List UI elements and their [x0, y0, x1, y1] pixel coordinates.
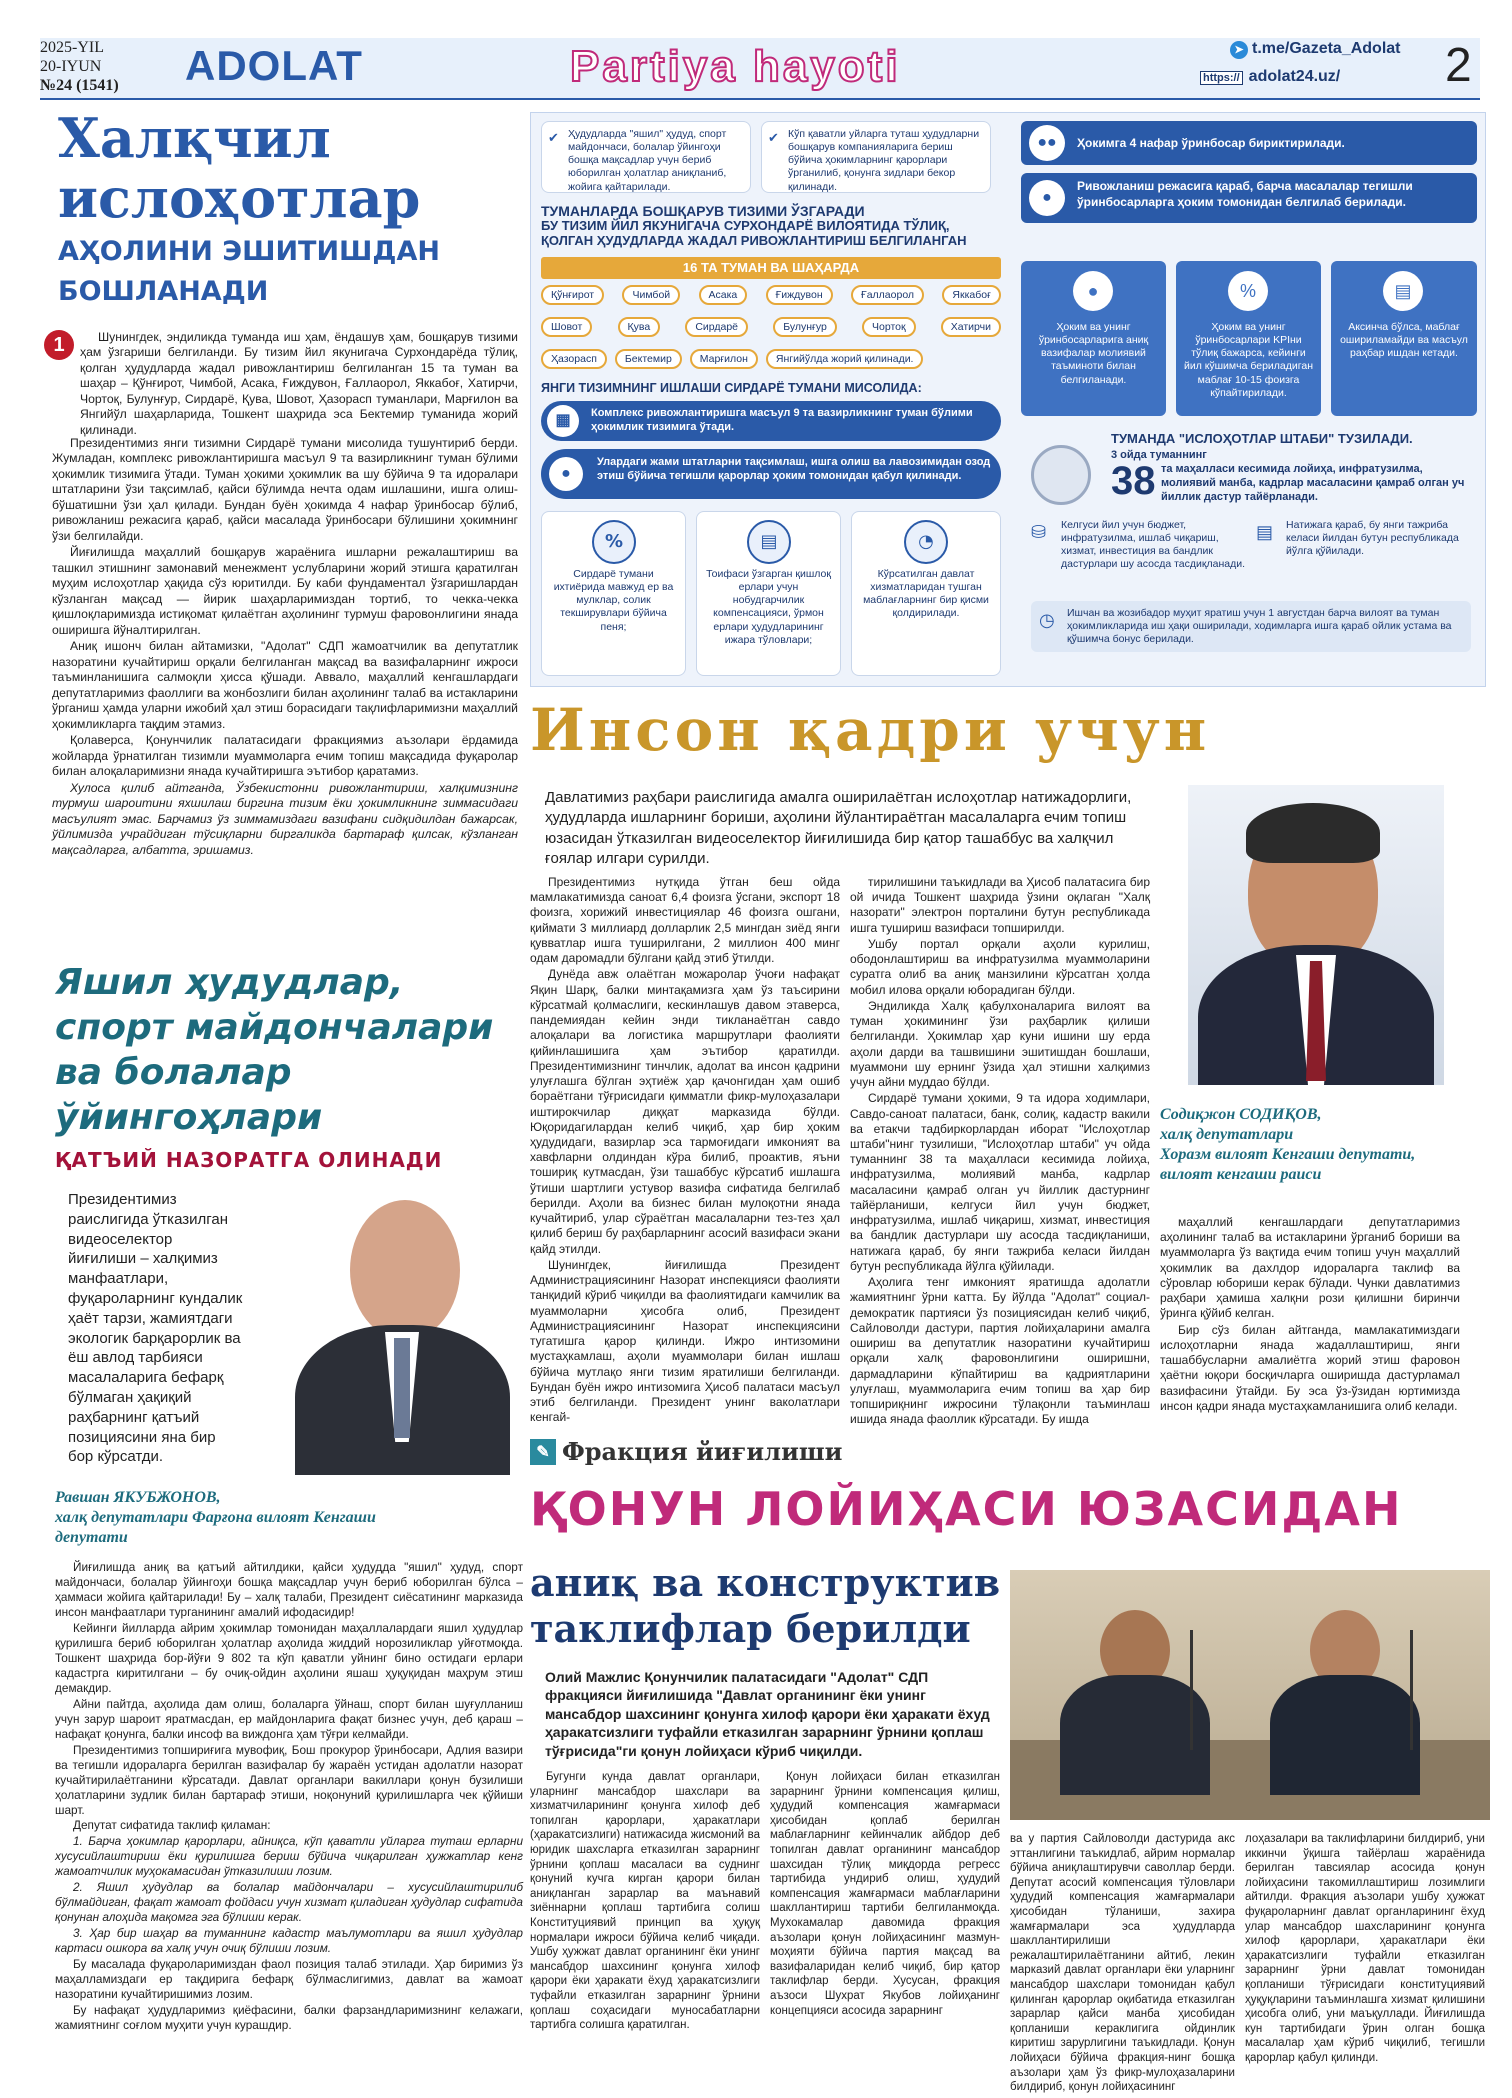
article2-lead: Давлатимиз раҳбари раислигида амалга оширилаётган ислоҳотлар натижадорлиги, ҳудудларда ишларнинг бориши, аҳолини йўлантираётган масалаларга ечим топиш юзасидан ўтказилган видеоселектор йиғилишида бир қатор ташаббус ва халқчил ғоялар илгари сурилди. [545, 789, 1132, 867]
article4-col2: Қонун лойиҳаси билан етказилган зарарнинг ўрнини компенсация қилиш, ҳудудий компенсация жамғармаси ҳисобидан қоплаб берилган маблағларнинг кейинчалик айбдор деб топилган давлат органининг мансабдор шахсидан тўлиқ миқдорда регресс тартибида ундириб олиш, ҳудудий компенсация жамғармаси маблағларини шакллантириш тартиби белгиланмоқда. Мухокамалар давомида фракция аъзолари қонун лойиҳасининг мазмун-моҳияти бўйича партия мақсад ва вазифаларидан келиб чиқиб, бир қатор таклифлар берди. Хусусан, фракция аъзоси Шухрат Якубов лойиҳанинг концепцияси асосида зарарнинг [770, 1771, 1000, 2017]
article1-body-cont: Президентимиз янги тизимни Сирдарё тумани мисолида тушунтириб берди. Жумладан, комплекс ривожлантиришга масъул 9 та вазирликнинг туман бўлими ҳокимлик тизимига ўтади. Туман ҳокими ҳокимлик ва шу бўйича 9 та идоралари штатларини ўзи тақсимлаб, қайси бўлимда нечта одам ишлашини, ишга олиш-бўшатишни ўзи ҳал қилади. Бундан буён ҳокимда 4 нафар ўринбосар бўлиб, ривожланиш режасига қараб, қайси масалада ўринбосари бўлишини ҳокимнинг ўзи белгилайди. Йиғилишда маҳаллий бошқарув жараёнига ишларни режалаштириш ва ташкил этишнинг замонавий менежмент услубларини жорий этишга қаратилган муҳим ислоҳотлар ҳақида сўз юритилди. Бу каби фундаментал ўзгаришлардан кўзланган мақсад — йирик шаҳарларимиздан тортиб, то чекка-чекка қишлоқларимизда истиқомат қилаётган аҳолининг турмуш фаровонлигини янада оширишга йўналтирилган. Аниқ ишонч билан айтамизки, "Адолат" СДП жамоатчилик ва депутатлик назоратини кучайтириш орқали белгиланган мақсад ва вазифаларнинг ижроси таъминланишига салмоқли ҳисса қўшади. Аввало, маҳаллий кенгашлардаги депутатларимиз фаоллиги ва жонбозлиги билан аҳолининг талаб ва истакларини ўрганиш ҳамда уларни ижобий ҳал этиш борасидаги тақлифларимизни маҳаллий ҳокимликларга тақдим этамиз. Қолаверса, Қонунчилик палатасидаги фракциямиз аъзолари ёрдамида жойларда ўрнатилган тизимли муаммоларга ечим топиш мақсадида фуқаролар билан алоқаларимизни янада кучайтиришга эътибор қаратамиз. Хулоса қилиб айтганда, Ўзбекистонни ривожлантириш, халқимизнинг турмуш шароитини яхшилаш биргина тизим ёки ҳокимликнинг зиммасидаги масъулият эмас. Барчамиз ўз зиммамиздаги вазифани сидқидилдан бажарсак, ўйлимизда учрайдиган тўсиқларни биргаликда бартараф қилсак, кўзланган мақсадларга, албатта, эришамиз. [52, 436, 518, 857]
hq-text: та маҳалласи кесимида лойиҳа, инфратузилма, молиявий манба, кадрлар масаласини қамраб олган уч йиллик дастур тайёрланади. [1161, 463, 1465, 503]
info-card-1: ● Ҳоким ва унинг ўринбосарларига аниқ вазифалар молиявий таъминоти билан белгиланади. [1021, 261, 1166, 416]
hq-title: ТУМАНДА "ИСЛОҲОТЛАР ШТАБИ" ТУЗИЛАДИ. [1111, 431, 1413, 446]
info-example-1: ▦ Комплекс ривожлантиришга масъул 9 та вазирликнинг туман бўлими ҳокимлик тизимига ўтади. [541, 401, 1001, 441]
masthead [40, 38, 1480, 100]
hq-item-2: ▤ Натижага қараб, бу янги тажриба келаси йилдан бутун республикада йўлга қўйилади. [1256, 519, 1459, 558]
meeting-photo [1010, 1570, 1490, 1820]
person-icon: ● [1073, 271, 1113, 311]
info-example-title: ЯНГИ ТИЗИМНИНГ ИШЛАШИ СИРДАРЁ ТУМАНИ МИСОЛИДА: [541, 381, 922, 395]
issue-info [40, 38, 119, 95]
district-pill: Ғиждувон [766, 285, 833, 305]
district-pill: Асака [699, 285, 748, 305]
article4-lead: Олий Мажлис Қонунчилик палатасидаги "Адолат" СДП фракцияси йиғилишида "Давлат органининг ёки унинг мансабдор шахсининг қонунга хилоф қарори ёки ҳаракати ёхуд ҳаракатсизлиги туфайли етказилган зарарнинг ўрнини қоплаш тўғрисида"ги қонун лойиҳаси кўриб чиқилди. [545, 1669, 990, 1759]
continuation-marker: 1 [44, 330, 74, 360]
article1-subtitle: АҲОЛИНИ ЭШИТИШДАН БОШЛАНАДИ [58, 236, 440, 307]
info-banner: 16 ТА ТУМАН ВА ШАҲАРДА [541, 257, 1001, 279]
info-right-1: ●● Ҳокимга 4 нафар ўринбосар бириктирилади. [1021, 121, 1477, 165]
article3-body: Йиғилишда аниқ ва қатъий айтилдики, қайси ҳудудда "яшил" ҳудуд, спорт майдончаси, болалар ўйингоҳи бошқа мақсадлар учун бериб юборилган бўлса – ҳаммаси жойига қайтарилади! Бу – халқ талаби, Президент сиёсатининг марказида инсон манфаатлари турганининг амалий ифодасидир! Кейинги йилларда айрим ҳокимлар томонидан маҳаллалардаги яшил ҳудудлар қурилишга бериб юборилган ҳолатлар аҳолида жиддий норозиликлар уйғотмоқда. Тошкент шаҳрида бор-йўғи 9 802 та кўп қаватли уйнинг бино остидаги ерлари кадастрга киритилгани – бу очиқ-ойдин аҳолини яшаш ҳуқуқидан маҳрум этиш демакдир. Айни пайтда, аҳолида дам олиш, болаларга ўйнаш, спорт билан шуғулланиш учун зарур шароит яратмасдан, ер майдонларига фақат бизнес учун, деб қараш – нафақат қонунга, балки инсоф ва виждонга ҳам тўғри келмайди. Президентимиз топшириғига мувофиқ, Бош прокурор ўринбосари, Адлия вазири ва тегишли идораларга берилган вазифалар бу жараён устидан адолатли назорат кучайтирилаётганини кўрсатади. Давлат органлари вакиллари қонун бузилиши ҳолатларини зудлик билан бартараф этиши, ноқонуний қурилишларга чек қўйиши шарт. Депутат сифатида таклиф қиламан: 1. Барча ҳокимлар қарорлари, айниқса, кўп қаватли уйларга туташ ерларни хусусийлаштириш ёки қурилишга бериш бўйича чиқарилган ҳужжатлар кенг жамоатчилик муҳокамасидан ўтказилиши лозим. 2. Яшил ҳудудлар ва болалар майдончалари – хусусийлаштирилиб бўлмайдиган, фақат жамоат фойдаси учун хизмат қиладиган ҳудудлар сифатида қонунан алоҳида мақомга эга бўлиши керак. 3. Ҳар бир шаҳар ва туманнинг кадастр маълумотлари ва яшил ҳудудлар картаси ошкора ва халқ учун очиқ бўлиши лозим. Бу масалада фуқароларимиздан фаол позиция талаб этилади. Ҳар биримиз ўз маҳалламиздаги ер тақдирига бефарқ бўлмаслигимиз, давлат ва жамоат назоратини кучайтиришимиз лозим. Бу нафақат ҳудудларимиз қиёфасини, балки фарзандларимизнинг келажаги, жамиятнинг соғлом муҳити учун курашдир. [55, 1560, 523, 2033]
district-pill: Шовот [541, 317, 592, 337]
article3-title: Яшил ҳудудлар, спорт майдончалари ва болалар ўйингоҳлари [55, 962, 494, 1138]
building-icon: ▦ [547, 405, 579, 437]
pie-chart-icon: ◔ [904, 520, 948, 564]
article2-col2: тирилишини таъкидлади ва Ҳисоб палатасига бир ой ичида Тошкент шаҳрида ўзини оқлаган "Халқ назорати" электрон порталини бутун республикада ишга тушириш вазифаси топширилди. Ушбу портал орқали аҳоли курилиш, ободонлаштириш ва инфратузилма муаммоларини суратга олиб ва аниқ манзилини кўрсатган ҳолда мобил илова орқали юборадиган бўлди. Эндиликда Халқ қабулхоналарига вилоят ва туман ҳокимининг ўзи раҳбарлик қилиши белгиланди. Ҳокимлар ҳар куни ишини шу ерда аҳоли дарди ва ташвишини эшитишдан бошлаши, муаммони шу ернинг ўзида ҳал этишни халқимиз учун айни муддао бўлди. Сирдарё тумани ҳокими, 9 та идора ходимлари, Савдо-саноат палатаси, банк, солиқ, кадастр вакили ва етакчи тадбиркорлардан иборат "Ислоҳотлар штаби"нинг тузилиши, "Ислоҳотлар штаби" уч ойда туманнинг 38 та маҳалласи кесимида лойиҳа, инфратузилма, молиявий манба, кадрлар масаласини қамраб олган уч йиллик дастурнинг тайёрланиши, келгуси йил учун бюджет, инфратузилма, ишлаб чиқариш, хизмат, инвестиция ва бандлик дастурлари шу асосда тасдиқланиши, натижага қараб, бу янги тажриба келаси йилдан бутун республикада йўлга қўйилади. Аҳолига тенг имконият яратишда адолатли жамиятнинг ўрни катта. Бу йўлда "Адолат" социал-демократик партияси ўз позициясидан келиб чиқиб, Сайловолди дастури, партия лойиҳаларини амалга ошириш ва депутатлик назоратини кучайтириш орқали халқ фаровонлигини оширишни, дармадларини кўпайтириш ва қадриятларини улуғлаш, муаммоларига ечим топиш ва ҳар бир топшириқнинг ижросини тўлақонли таъминлаш ишида янада фаоллик кўрсатади. Бу ишда [850, 875, 1150, 1427]
document-icon: ✎ [530, 1439, 556, 1465]
district-row-2 [541, 317, 1001, 337]
info-item-2: ▤ Тоифаси ўзгарган қишлоқ ерлари учун нобудгарчилик компенсацияси, ўрмон ерлари ҳудудларининг ижара тўловлари; [696, 511, 841, 676]
person-icon: ● [549, 457, 583, 491]
article1-body: Шунингдек, эндиликда туманда иш ҳам, ёндашув ҳам, бошқарув тизими ҳам ўзгариши белгиланди. Бу тизим йил якунигача Сурхондарёда тўлиқ, қолган ҳудудларда жадал ривожлантириш белгиланган 15 та туман ва шаҳар – Қўнғирот, Чимбой, Асака, Ғиждувон, Ғаллаорол, Яккабоғ, Хатирчи, Чортоқ, Булунғур, Сирдарё, Қува, Шовот, Ҳазорасп туманлари, Марғилон ва Янгийўл шаҳарларида, Тошкент шаҳрида эса Бектемир туманида жорий қилинади. [80, 330, 518, 437]
issue-date: 20-IYUN [40, 58, 102, 75]
hq-item-3: ◷ Ишчан ва жозибадор муҳит яратиш учун 1 августдан барча вилоят ва туман ҳокимликларида иш ҳақи оширилади, ходимларга ишга қараб ойлик устама ва қўшимча бонус берилади. [1031, 601, 1471, 652]
info-card-3: ▤ Аксинча бўлса, маблағ ошириламайди ва масъул раҳбар ишдан кетади. [1331, 261, 1477, 416]
section-title: Partiya hayoti [570, 42, 901, 91]
article2-author: Содиқжон СОДИҚОВ, халқ депутатлари Хоразм вилоят Кенгаши депутати, вилоят кенгаши раиси [1160, 1106, 1416, 1183]
coins-icon [1031, 445, 1091, 505]
telegram-link[interactable]: ➤ t.me/Gazeta_Adolat [1230, 40, 1400, 59]
author-photo-yakubjonov [280, 1190, 525, 1475]
hq-item-1: ⛁ Келгуси йил учун бюджет, инфратузилма, ишлаб чиқариш, хизмат, инвестиция ва бандлик дастурлари шу асосда тасдиқланади. [1031, 519, 1245, 571]
article1-title: Халқчил ислоҳотлар [58, 106, 421, 230]
district-pill: Ҳазорасп [541, 349, 607, 369]
article3-lead: Президентимиз раислигида ўтказилган видеоселектор йиғилиши – халқимиз манфаатлари, фуқароларнинг кундалик ҳаёт тарзи, жамиятдаги экологик барқарорлик ва ёш авлод тарбияси масалаларига бефарқ бўлмаган ҳақиқий раҳбарнинг қатъий позициясини яна бир бор кўрсатди. [68, 1191, 243, 1466]
district-pill: Ғаллаорол [851, 285, 924, 305]
check-icon: ✔ [768, 130, 779, 145]
article4-title: ҚОНУН ЛОЙИҲАСИ ЮЗАСИДАН [530, 1482, 1403, 1536]
info-item-1: % Сирдарё тумани ихтиёрида мавжуд ер ва мулклар, солик текширувлари бўйича пеня; [541, 511, 686, 676]
district-pill: Чимбой [622, 285, 680, 305]
hq-number: 38 [1111, 459, 1156, 503]
issue-number: №24 (1541) [40, 77, 119, 94]
author-photo-sodiqov [1188, 785, 1444, 1085]
district-pill: Чортоқ [862, 317, 916, 337]
info-main-title: ТУМАНЛАРДА БОШҚАРУВ ТИЗИМИ ЎЗГАРАДИ БУ ТИЗИМ ЙИЛ ЯКУНИГАЧА СУРХОНДАРЁ ВИЛОЯТИДА ТЎЛИҚ, ҚОЛГАН ҲУДУДЛАРДА ЖАДАЛ РИВОЖЛАНТИРИШ БЕЛГИЛАНГАН [541, 203, 967, 248]
check-icon: ✔ [548, 130, 559, 145]
district-pill: Хатирчи [941, 317, 1001, 337]
article4-kicker: ✎ Фракция йиғилиши [530, 1435, 1030, 1466]
clock-icon: ◷ [1039, 610, 1055, 630]
document-icon: ▤ [1383, 271, 1423, 311]
newspaper-logo: ADOLAT [185, 42, 363, 89]
document-icon: ▤ [1256, 522, 1274, 542]
issue-year: 2025-YIL [40, 39, 104, 56]
district-pill: Марғилон [690, 349, 758, 369]
district-pill: Бектемир [615, 349, 682, 369]
hq-intro: 3 ойда туманнинг [1111, 449, 1207, 461]
district-pill: Янгийўлда жорий қилинади. [766, 349, 924, 369]
article4-col3: ва у партия Сайловолди дастурида акс эттанлигини таъкидлаб, айрим нормалар бўйича аниқлаштирувчи саволлар берди. Депутат асосий компенсация тўловлари ҳудудий компенсация жамғармалари ҳисобидан тўланиши, захира жамғармалари эса ҳудудларда шакллантирилиши режалаштирилаётганини айтиб, лекин марказий давлат органлари ёки уларнинг мансабдор шахслари томонидан қабул қилинган қарорлар оқибатида етказилган зарарлар қайси манба ҳисобидан қопланиши кераклигига ойдинлик киритиш зарурлигини таъкидлади. Қонун лойиҳаси бўйича фракция-нинг бошқа аъзолари ҳам ўз фикр-мулоҳазаларини билдириб, қонун лойиҳасининг [1010, 1833, 1235, 2094]
article2-title: Инсон қадри учун [530, 696, 1211, 764]
percent-icon: % [592, 520, 636, 564]
district-pill: Булунғур [773, 317, 837, 337]
info-card-2: % Ҳоким ва унинг ўринбосарлари KPIни тўлиқ бажарса, кейинги йил кўшимча бериладиган маблағ 10-15 фоизга кўпайтирилади. [1176, 261, 1321, 416]
percent-icon: % [1228, 271, 1268, 311]
article2-col3: маҳаллий кенгашлардаги депутатларимиз аҳолининг талаб ва истакларини ўрганиб бориши ва муаммоларга ўз вақтида ечим топиш учун маҳаллий ҳокимлик ва дахлдор идораларга таклиф ва сўровлар юбориши керак бўлади. Чунки давлатимиз раҳбари ҳамиша халқни рози қилишни биринчи ўринга қўйиб келган. Бир сўз билан айтганда, мамлакатимиздаги ислоҳотларни янада жадаллаштириш, янги ташаббусларни амалиётга жорий этиш фаровон ҳаётни юқори босқичларга оширишда дастурламал вазифасини ўтайди. Бу эса ўз-ўзидан юртимизда инсон қадри янада мустаҳкамланишига олиб келади. [1160, 1215, 1460, 1413]
page-number: 2 [1445, 39, 1472, 92]
article4-subtitle: аниқ ва конструктив таклифлар берилди [530, 1560, 1001, 1651]
group-icon: ●● [1029, 125, 1065, 161]
site-link[interactable]: https:// adolat24.uz/ [1200, 68, 1340, 86]
district-pill: Сирдарё [685, 317, 748, 337]
article2-col1: Президентимиз нутқида ўтган беш ойда мамлакатимизда саноат 6,4 фоизга ўсгани, экспорт 18 фоизга, хорижий инвестициялар 46 фоизга ошгани, қиймати 3 миллиард долларлик 2,5 мингдан зиёд янги қувватлар ишга туширилгани, 2 миллион 400 минг одам даромадли бўлгани қайд этиб ўтилди. Дунёда авж олаётган можаролар ўчоғи нафақат Яқин Шарқ, балки минтақамизга ҳам ўз таъсирини кўрсатмай қолмаслиги, кескинлашув давом этаверса, пандемиядан кейин энди тикланаётган савдо алоқалари ва логистика маршрутлари фаолияти қийинлашишига ҳам эътибор қаратилди. Президентимизнинг тинчлик, адолат ва инсон қадрини улуғлашга бўлган эҳтиёж ҳар қачонгидан ҳам ошиб бораётгани тўғрисидаги қимматли фикр-мулоҳазалари иштирокчилар диққат марказида бўлди. Юқоридагилардан келиб чиқиб, ҳар бир ҳоким ҳудудидаги, вазирлар эса тармоғидаги имконият ва хавфларни олдиндан кўра билиб, проактив, яъни тошириқ кутмасдан, ўзи ташаббус кўрсатиб ишлашга ўтиши шартлиги устувор вазифа сифатида белгилаб берилди. Аҳоли ва бизнес билан мулоқотни янада кучайтириб, улар сўраётган масалаларни тез-тез ҳал қилиб бериш бу раҳбарларнинг асосий вазифаси экани қайд этилди. Шунингдек, йиғилишда Президент Администрациясининг Назорат инспекцияси фаолияти танқидий кўриб чиқилди ва фаолиятидаги камчилик ва муаммоларни ҳисобга олиб, Президент Администрациясининг Назорат инспекциясини тугатишга қарор қилинди. Ижро интизомини мустаҳкамлаш, аҳоли муаммолари билан ишлаш бўйича мутлақо янги тизим яратилиши белгиланди. Бундан буён ижро интизомига Ҳисоб палатаси масъул этиб белгиланди. Президент унинг ваколатлари кенгай- [530, 875, 840, 1425]
info-example-2: ● Улардаги жами штатларни тақсимлаш, ишга олиш ва лавозимидан озод этиш бўйича тегишли қарорлар ҳоким томонидан қабул қилинади. [541, 449, 1001, 499]
document-icon: ▤ [747, 520, 791, 564]
info-item-3: ◔ Кўрсатилган давлат хизматларидан тушган маблағларнинг бир қисми қолдирилади. [851, 511, 1001, 676]
district-pill: Қува [618, 317, 661, 337]
article3-author: Равшан ЯКУБЖОНОВ, халқ депутатлари Фарғона вилоят Кенгаши депутати [55, 1489, 376, 1546]
info-box-green-areas: ✔ Ҳудудларда "яшил" ҳудуд, спорт майдончаси, болалар ўйингоҳи бошқа мақсадлар учун бериб юборилган ҳолатлар аниқланиб, жойига қайтарилади. [541, 121, 751, 193]
coins-icon: ⛁ [1031, 522, 1047, 542]
district-pill: Яккабоғ [942, 285, 1001, 305]
article3-subtitle: ҚАТЪИЙ НАЗОРАТГА ОЛИНАДИ [55, 1148, 443, 1172]
article4-col4: лоҳазалари ва таклифларини билдириб, уни иккинчи ўқишга тайёрлаш жараёнида берилган тавсиялар асосида қонун лойиҳасини такомиллаштириш лозимлиги айтилди. Фракция аъзолари ушбу ҳужжат фуқароларнинг давлат органларининг ёхуд улар мансабдор шахсларининг қонунга хилоф қарорлари, ҳаракатлари ёки ҳаракатсизлиги туфайли етказилган зарарнинг ўрни давлат томонидан қопланиши тўғрисидаги конституциявий ҳуқуқларини таъминлашга хизмат қилишини ҳисобга олиб, уни маъқуллади. Йиғилишда кун тартибидаги ўрин олган бошқа масалалар ҳам кўриб чиқилиб, тегишли қарорлар қабул қилинди. [1245, 1833, 1485, 2064]
district-pill: Қўнғирот [541, 285, 604, 305]
info-right-2: ● Ривожланиш режасига қараб, барча масалалар тегишли ўринбосарларга ҳоким томонидан белгилаб берилади. [1021, 173, 1477, 223]
info-box-housing: ✔ Кўп қаватли уйларга туташ ҳудудларни бошқарув компанияларига бериш бўйича ҳокимларнинг қарорлари ўрганилиб, қонунга зидлари бекор қилинади. [761, 121, 991, 193]
person-icon: ● [1029, 180, 1065, 216]
info-hq [1021, 431, 1477, 681]
https-badge: https:// [1200, 71, 1243, 85]
telegram-icon: ➤ [1230, 41, 1248, 59]
infographic [530, 112, 1486, 687]
district-row-1 [541, 285, 1001, 305]
district-row-3 [541, 349, 1001, 369]
article4-col1: Бугунги кунда давлат органлари, уларнинг мансабдор шахслари ва хизматчиларининг қонунга хилоф деб топилган қарорлари, ҳаракатлари (ҳаракатсизлиги) натижасида жисмоний ва юридик шахсларга етказилган зарарнинг ўрнини қоплаш масаласи ва суднинг қонуний кучга кирган қарори билан аниқланган зарарлар ва маънавий зиённарни қоплаш тартибига солиш Конституциявий принцип ва ҳуқуқ нормалари ижроси бўйича келиб чиқади. Ушбу ҳужжат давлат органининг ёки унинг мансабдор шахсининг қонунга хилоф қарори ёки ҳаракати ёхуд ҳаракатсизлиги туфайли етказилган зарарнинг ўрнини қоплаш соҳасидаги муносабатларни тартибга солишга қаратилган. [530, 1771, 760, 2032]
